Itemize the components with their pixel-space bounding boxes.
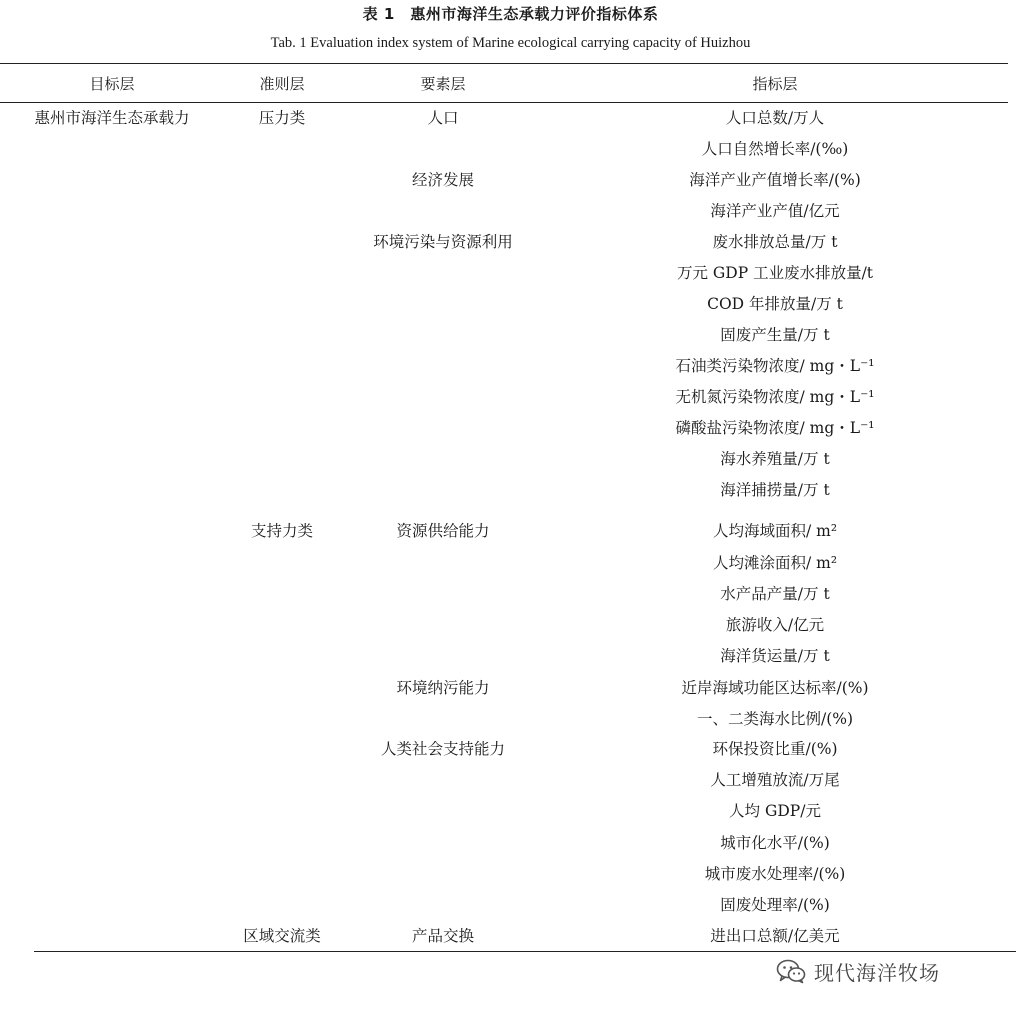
indicator-cell: 废水排放总量/万 t bbox=[712, 233, 838, 251]
indicator-cell: 固废处理率/(%) bbox=[720, 896, 830, 914]
element-cell: 人类社会支持能力 bbox=[380, 740, 506, 758]
element-cell: 产品交换 bbox=[411, 927, 475, 945]
indicator-cell: COD 年排放量/万 t bbox=[707, 295, 843, 313]
header-element-layer: 要素层 bbox=[420, 75, 466, 93]
element-cell: 资源供给能力 bbox=[396, 522, 490, 540]
element-cell: 人口 bbox=[427, 109, 459, 127]
table-caption-english: Tab. 1 Evaluation index system of Marine ecological carrying capacity of Huizhou bbox=[270, 35, 751, 51]
element-cell: 环境纳污能力 bbox=[396, 679, 490, 697]
table-header-rule bbox=[0, 102, 1008, 103]
header-indicator-layer: 指标层 bbox=[752, 75, 798, 93]
indicator-cell: 人工增殖放流/万尾 bbox=[710, 771, 840, 789]
indicator-cell: 人均滩涂面积/ m² bbox=[712, 554, 838, 572]
watermark-text: 现代海洋牧场 bbox=[814, 960, 940, 985]
table-bottom-rule bbox=[34, 951, 1016, 952]
indicator-cell: 人口总数/万人 bbox=[725, 109, 825, 127]
indicator-cell: 无机氮污染物浓度/ mg・L⁻¹ bbox=[675, 388, 875, 406]
table-top-rule bbox=[0, 63, 1008, 64]
indicator-cell: 水产品产量/万 t bbox=[720, 585, 830, 603]
criterion-cell: 区域交流类 bbox=[243, 927, 321, 945]
indicator-cell: 近岸海域功能区达标率/(%) bbox=[681, 679, 869, 697]
indicator-cell: 人口自然增长率/(‰) bbox=[701, 140, 849, 158]
indicator-cell: 进出口总额/亿美元 bbox=[710, 927, 840, 945]
indicator-cell: 石油类污染物浓度/ mg・L⁻¹ bbox=[675, 357, 875, 375]
wechat-icon bbox=[776, 958, 806, 984]
indicator-cell: 万元 GDP 工业废水排放量/t bbox=[676, 264, 874, 282]
indicator-cell: 固废产生量/万 t bbox=[720, 326, 830, 344]
header-goal-layer: 目标层 bbox=[89, 75, 135, 93]
element-cell: 环境污染与资源利用 bbox=[373, 233, 513, 251]
indicator-cell: 海洋捕捞量/万 t bbox=[720, 481, 830, 499]
indicator-cell: 海洋产业产值/亿元 bbox=[710, 202, 840, 220]
header-criterion-layer: 准则层 bbox=[259, 75, 305, 93]
element-cell: 经济发展 bbox=[411, 171, 475, 189]
criterion-cell: 压力类 bbox=[258, 109, 306, 127]
indicator-cell: 人均海域面积/ m² bbox=[712, 522, 838, 540]
table-caption-chinese: 表 1 惠州市海洋生态承载力评价指标体系 bbox=[362, 5, 659, 23]
watermark bbox=[776, 954, 940, 988]
indicator-cell: 城市化水平/(%) bbox=[720, 834, 830, 852]
indicator-cell: 海洋货运量/万 t bbox=[720, 647, 830, 665]
criterion-cell: 支持力类 bbox=[250, 522, 314, 540]
indicator-cell: 海水养殖量/万 t bbox=[720, 450, 830, 468]
goal-cell: 惠州市海洋生态承载力 bbox=[34, 109, 190, 127]
indicator-cell: 旅游收入/亿元 bbox=[725, 616, 825, 634]
indicator-cell: 城市废水处理率/(%) bbox=[704, 865, 846, 883]
indicator-cell: 海洋产业产值增长率/(%) bbox=[689, 171, 861, 189]
indicator-cell: 人均 GDP/元 bbox=[729, 802, 821, 820]
indicator-cell: 磷酸盐污染物浓度/ mg・L⁻¹ bbox=[675, 419, 875, 437]
indicator-cell: 环保投资比重/(%) bbox=[712, 740, 838, 758]
indicator-cell: 一、二类海水比例/(%) bbox=[696, 710, 854, 728]
